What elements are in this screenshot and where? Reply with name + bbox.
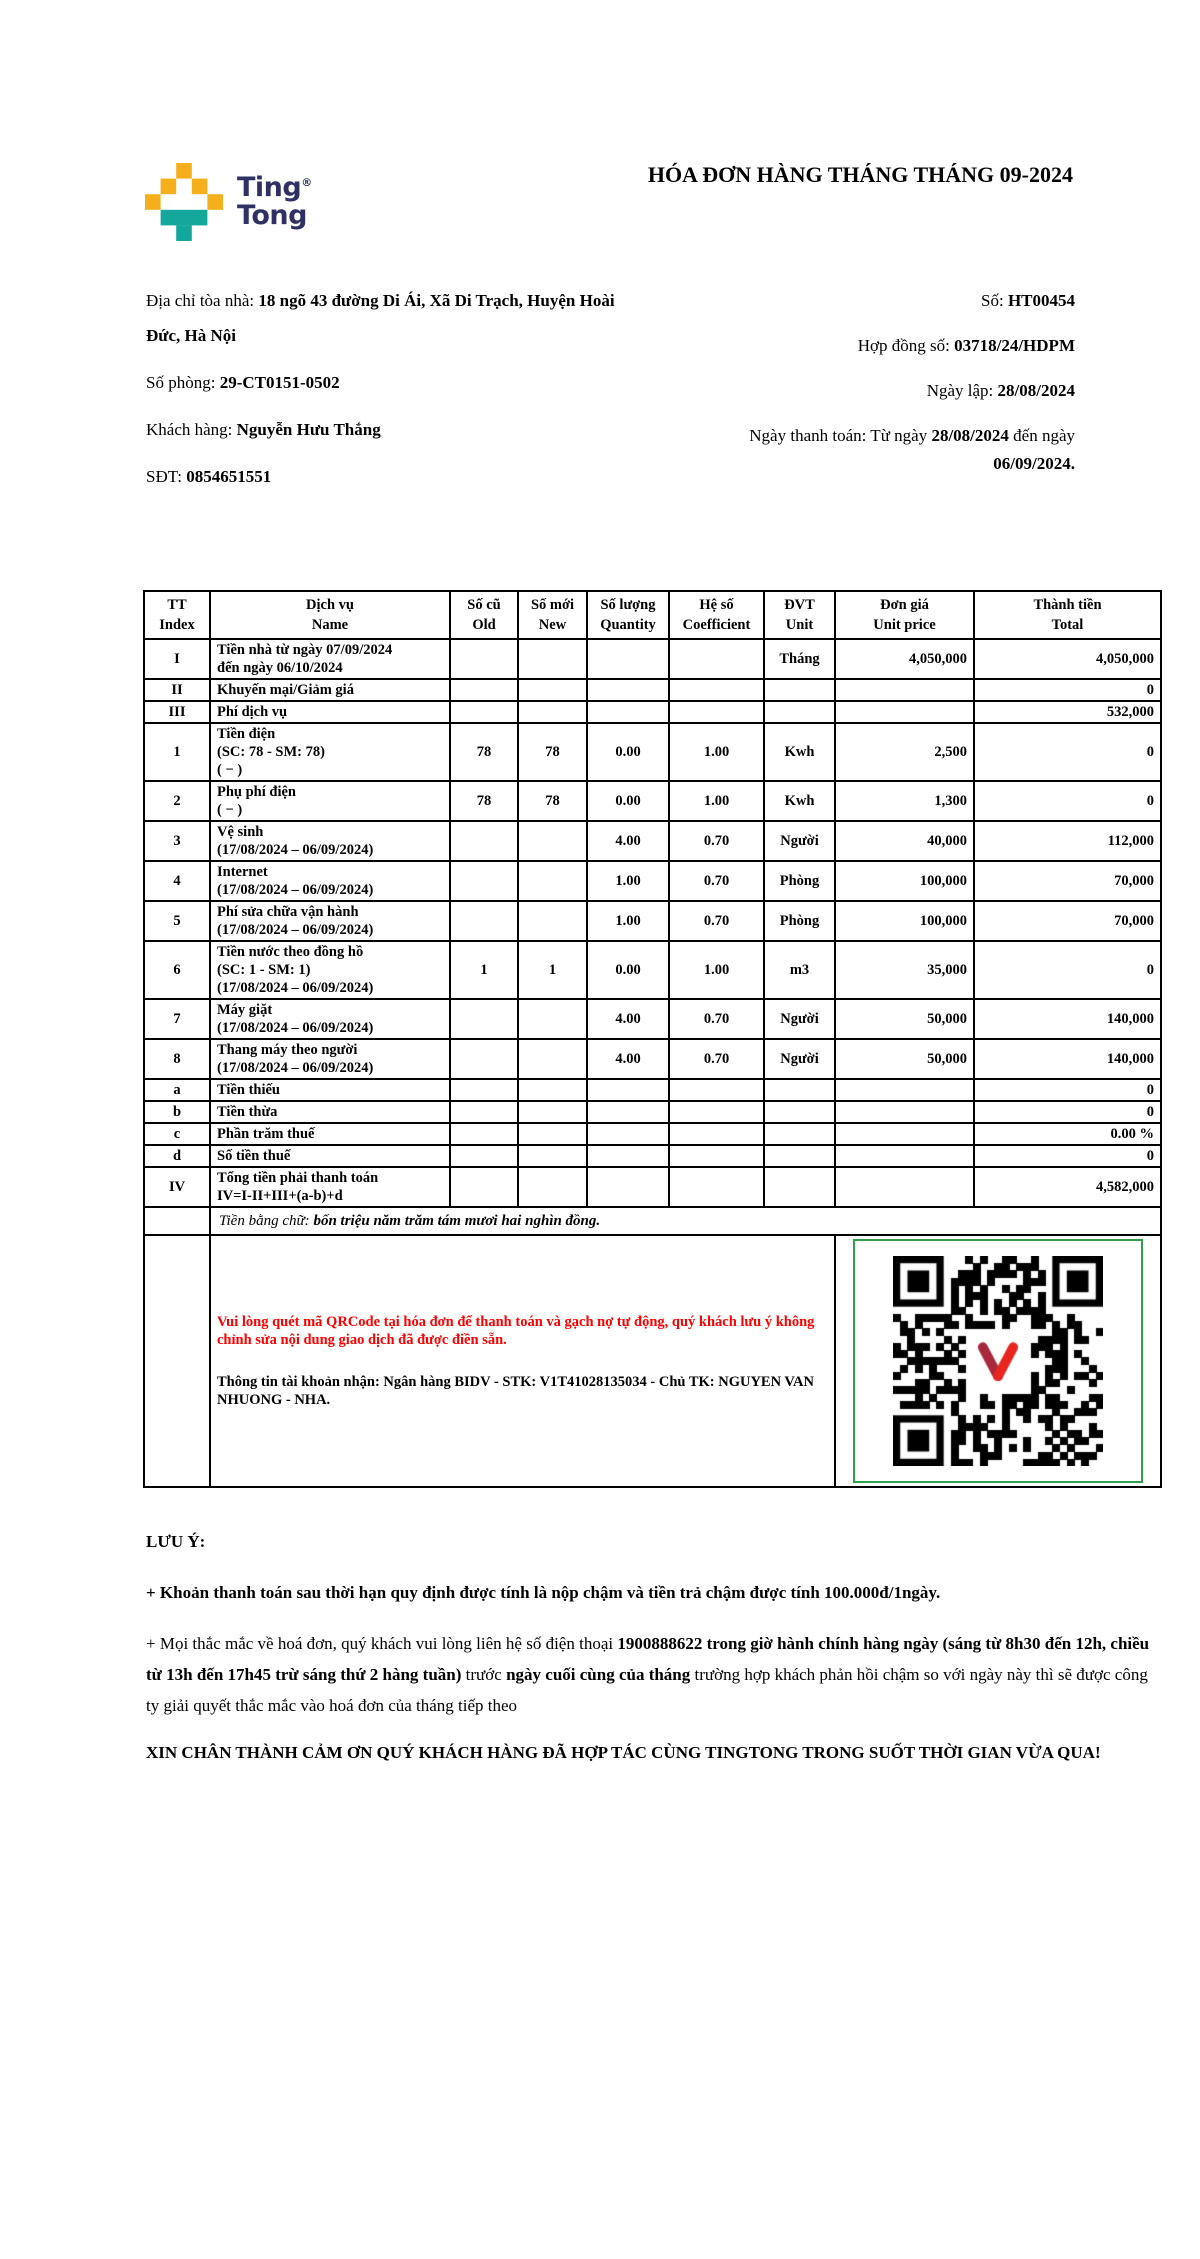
cell-coefficient: 1.00 — [669, 781, 764, 821]
amount-in-words-row — [144, 1207, 1161, 1235]
qr-warning-text: Vui lòng quét mã QRCode tại hóa đơn để thanh toán và gạch nợ tự động, quý khách lưu ý không chỉnh sửa nội dung giao dịch đã được điền sẵn. — [217, 1314, 815, 1348]
cell-old-reading — [450, 1167, 518, 1207]
cell-index: 3 — [144, 821, 210, 861]
cell-coefficient — [669, 1101, 764, 1123]
cell-unit — [764, 1101, 835, 1123]
cell-new-reading — [518, 701, 587, 723]
cell-new-reading — [518, 821, 587, 861]
text-segment: Khách hàng: — [146, 420, 237, 439]
text-segment: Hợp đồng số: — [857, 336, 955, 355]
cell-unit-price: 35,000 — [835, 941, 974, 999]
cell-coefficient: 0.70 — [669, 821, 764, 861]
cell-quantity — [587, 1101, 669, 1123]
cell-quantity: 0.00 — [587, 723, 669, 781]
table-row — [144, 679, 1161, 701]
text-segment: HT00454 — [1007, 291, 1075, 310]
cell-unit: Phòng — [764, 901, 835, 941]
cell-new-reading — [518, 1167, 587, 1207]
cell-index: 1 — [144, 723, 210, 781]
cell-total: 112,000 — [974, 821, 1161, 861]
info-line — [146, 412, 616, 447]
cell-old-reading — [450, 1101, 518, 1123]
column-header: Đơn giá Unit price — [835, 591, 974, 639]
cell-new-reading — [518, 861, 587, 901]
cell-service-name: Phí sửa chữa vận hành (17/08/2024 – 06/09/2024) — [210, 901, 450, 941]
text-segment: bốn triệu năm trăm tám mươi hai nghìn đồng. — [313, 1213, 601, 1229]
table-header-row — [144, 591, 1161, 639]
column-header: Thành tiền Total — [974, 591, 1161, 639]
cell-coefficient — [669, 679, 764, 701]
text-segment: đến ngày — [1008, 426, 1075, 445]
cell-unit-price — [835, 1167, 974, 1207]
cell-quantity — [587, 1167, 669, 1207]
cell-old-reading — [450, 701, 518, 723]
column-header: Dịch vụ Name — [210, 591, 450, 639]
text-segment: + Khoản thanh toán sau thời hạn quy định được tính là nộp chậm và tiền trả chậm được tính 100.000đ/1ngày. — [146, 1583, 941, 1602]
cell-coefficient: 1.00 — [669, 941, 764, 999]
tingtong-logo-icon — [145, 163, 223, 241]
info-line — [146, 459, 616, 494]
column-header: ĐVT Unit — [764, 591, 835, 639]
cell-index: 7 — [144, 999, 210, 1039]
text-segment: - Chủ TK: — [646, 1374, 719, 1390]
cell-unit-price: 50,000 — [835, 999, 974, 1039]
cell-old-reading: 78 — [450, 781, 518, 821]
late-payment-note — [146, 1580, 1156, 1606]
table-row — [144, 701, 1161, 723]
cell-service-name: Máy giặt (17/08/2024 – 06/09/2024) — [210, 999, 450, 1039]
cell-unit: Tháng — [764, 639, 835, 679]
cell-index: IV — [144, 1167, 210, 1207]
cell-unit-price — [835, 679, 974, 701]
cell-unit-price — [835, 1101, 974, 1123]
cell-old-reading — [450, 1079, 518, 1101]
column-header: Hệ số Coefficient — [669, 591, 764, 639]
table-row — [144, 999, 1161, 1039]
cell-total: 0 — [974, 723, 1161, 781]
cell-quantity: 4.00 — [587, 999, 669, 1039]
cell-unit-price: 40,000 — [835, 821, 974, 861]
cell-index: III — [144, 701, 210, 723]
cell-total: 0 — [974, 1145, 1161, 1167]
cell-total: 70,000 — [974, 861, 1161, 901]
invoice-title: HÓA ĐƠN HÀNG THÁNG THÁNG 09-2024 — [647, 162, 1073, 187]
cell-new-reading — [518, 1123, 587, 1145]
cell-new-reading — [518, 1101, 587, 1123]
cell-service-name: Phụ phí điện ( − ) — [210, 781, 450, 821]
meta-line — [695, 422, 1075, 478]
text-segment: Thông tin tài khoản nhận: Ngân hàng BIDV - STK: — [217, 1374, 540, 1390]
cell-unit: Người — [764, 821, 835, 861]
cell-index: 6 — [144, 941, 210, 999]
info-line — [146, 283, 616, 353]
cell-total: 140,000 — [974, 999, 1161, 1039]
cell-index: a — [144, 1079, 210, 1101]
cell-unit-price: 4,050,000 — [835, 639, 974, 679]
cell-index: II — [144, 679, 210, 701]
cell-index: b — [144, 1101, 210, 1123]
text-segment: 28/08/2024 — [931, 426, 1009, 445]
bank-account-info — [217, 1373, 828, 1409]
cell-new-reading: 78 — [518, 781, 587, 821]
cell-index: c — [144, 1123, 210, 1145]
cell-coefficient — [669, 1079, 764, 1101]
text-segment: Ngày lập: — [926, 381, 998, 400]
table-row — [144, 1101, 1161, 1123]
footer-notes — [146, 1530, 1156, 1768]
cell-unit — [764, 1079, 835, 1101]
text-segment: + Mọi thắc mắc về hoá đơn, quý khách vui lòng liên hệ số điện thoại — [146, 1634, 618, 1653]
table-row — [144, 1145, 1161, 1167]
cell-total: 0.00 % — [974, 1123, 1161, 1145]
column-header: TT Index — [144, 591, 210, 639]
cell-index — [144, 1235, 210, 1487]
notes-heading: LƯU Ý: — [146, 1532, 206, 1551]
cell-unit — [764, 1167, 835, 1207]
cell-old-reading — [450, 1145, 518, 1167]
table-row — [144, 901, 1161, 941]
cell-service-name: Internet (17/08/2024 – 06/09/2024) — [210, 861, 450, 901]
meta-line — [695, 287, 1075, 315]
text-segment: 18 ngõ 43 đường Di Ái, Xã Di Trạch, Huyện Hoài Đức, Hà Nội — [146, 291, 615, 345]
cell-index: 8 — [144, 1039, 210, 1079]
cell-coefficient — [669, 639, 764, 679]
table-row — [144, 639, 1161, 679]
cell-coefficient: 0.70 — [669, 901, 764, 941]
column-header: Số mới New — [518, 591, 587, 639]
cell-unit: Phòng — [764, 861, 835, 901]
cell-old-reading: 1 — [450, 941, 518, 999]
cell-unit-price: 100,000 — [835, 901, 974, 941]
cell-unit-price: 1,300 — [835, 781, 974, 821]
cell-quantity — [587, 701, 669, 723]
cell-index: I — [144, 639, 210, 679]
cell-unit-price: 100,000 — [835, 861, 974, 901]
cell-unit: Người — [764, 1039, 835, 1079]
meta-line — [695, 332, 1075, 360]
cell-total: 140,000 — [974, 1039, 1161, 1079]
cell-new-reading — [518, 1145, 587, 1167]
registered-mark: ® — [301, 176, 312, 189]
cell-unit — [764, 701, 835, 723]
cell-unit-price — [835, 1123, 974, 1145]
cell-unit-price: 2,500 — [835, 723, 974, 781]
cell-total: 0 — [974, 941, 1161, 999]
text-segment: NGUYEN VAN NHUONG - NHA. — [217, 1374, 814, 1408]
cell-quantity: 4.00 — [587, 821, 669, 861]
cell-old-reading — [450, 639, 518, 679]
cell-coefficient — [669, 1167, 764, 1207]
cell-total: 4,582,000 — [974, 1167, 1161, 1207]
cell-service-name: Tiền điện (SC: 78 - SM: 78) ( − ) — [210, 723, 450, 781]
table-row — [144, 821, 1161, 861]
cell-total: 0 — [974, 1079, 1161, 1101]
cell-new-reading — [518, 679, 587, 701]
cell-index: d — [144, 1145, 210, 1167]
cell-unit: m3 — [764, 941, 835, 999]
cell-quantity: 0.00 — [587, 781, 669, 821]
cell-new-reading — [518, 1039, 587, 1079]
text-segment: V1T41028135034 — [539, 1374, 647, 1390]
cell-coefficient — [669, 1123, 764, 1145]
info-line — [146, 365, 616, 400]
cell-service-name: Phí dịch vụ — [210, 701, 450, 723]
text-segment: Tiền bằng chữ: — [219, 1213, 314, 1229]
cell-service-name: Vệ sinh (17/08/2024 – 06/09/2024) — [210, 821, 450, 861]
amount-in-words — [210, 1207, 1161, 1235]
cell-service-name: Tiền thừa — [210, 1101, 450, 1123]
text-segment: 03718/24/HDPM — [954, 336, 1075, 355]
text-segment: 29-CT0151-0502 — [219, 373, 340, 392]
cell-quantity: 1.00 — [587, 901, 669, 941]
table-row — [144, 1167, 1161, 1207]
cell-service-name: Tiền nhà từ ngày 07/09/2024 đến ngày 06/10/2024 — [210, 639, 450, 679]
cell-service-name: Phần trăm thuế — [210, 1123, 450, 1145]
cell-new-reading — [518, 1079, 587, 1101]
cell-total: 70,000 — [974, 901, 1161, 941]
qr-code-cell — [835, 1235, 1161, 1487]
table-row — [144, 941, 1161, 999]
payment-qr-code — [893, 1256, 1103, 1466]
cell-quantity — [587, 1079, 669, 1101]
cell-new-reading — [518, 901, 587, 941]
tingtong-logo-text: Ting® Tong — [237, 172, 312, 231]
cell-coefficient: 0.70 — [669, 1039, 764, 1079]
cell-unit-price — [835, 701, 974, 723]
cell-new-reading — [518, 999, 587, 1039]
cell-coefficient — [669, 1145, 764, 1167]
payment-qr-row — [144, 1235, 1161, 1487]
cell-new-reading: 1 — [518, 941, 587, 999]
text-segment: 28/08/2024 — [997, 381, 1075, 400]
invoice-table — [143, 590, 1162, 1488]
cell-new-reading: 78 — [518, 723, 587, 781]
table-row — [144, 1123, 1161, 1145]
cell-unit — [764, 1145, 835, 1167]
cell-index — [144, 1207, 210, 1235]
cell-unit: Kwh — [764, 723, 835, 781]
text-segment: 0854651551 — [186, 467, 272, 486]
cell-total: 0 — [974, 1101, 1161, 1123]
text-segment: SĐT: — [146, 467, 187, 486]
cell-unit: Kwh — [764, 781, 835, 821]
invoice-table-wrap — [143, 590, 1162, 1488]
cell-service-name: Khuyến mại/Giảm giá — [210, 679, 450, 701]
cell-quantity: 4.00 — [587, 1039, 669, 1079]
hotline-note — [146, 1628, 1156, 1721]
cell-coefficient: 0.70 — [669, 861, 764, 901]
cell-unit-price — [835, 1145, 974, 1167]
cell-quantity: 1.00 — [587, 861, 669, 901]
cell-unit-price: 50,000 — [835, 1039, 974, 1079]
cell-service-name: Tổng tiền phải thanh toán IV=I-II+III+(a-b)+d — [210, 1167, 450, 1207]
cell-service-name: Số tiền thuế — [210, 1145, 450, 1167]
cell-coefficient: 1.00 — [669, 723, 764, 781]
tingtong-logo — [145, 163, 312, 241]
cell-unit-price — [835, 1079, 974, 1101]
cell-total: 0 — [974, 781, 1161, 821]
text-segment: trước — [461, 1665, 507, 1684]
meta-line — [695, 377, 1075, 405]
text-segment: 1900888622 trong giờ hành chính hàng ngày (sáng từ 8h30 đến 12h, chiều từ 13h đến 17h45 trừ sáng thứ 2 hàng tuần) — [146, 1634, 1150, 1684]
cell-service-name: Tiền nước theo đồng hồ (SC: 1 - SM: 1) (17/08/2024 – 06/09/2024) — [210, 941, 450, 999]
table-row — [144, 861, 1161, 901]
cell-unit — [764, 679, 835, 701]
cell-total: 4,050,000 — [974, 639, 1161, 679]
cell-index: 4 — [144, 861, 210, 901]
cell-old-reading — [450, 861, 518, 901]
payment-instructions — [210, 1235, 835, 1487]
column-header: Số lượng Quantity — [587, 591, 669, 639]
column-header: Số cũ Old — [450, 591, 518, 639]
text-segment: Số phòng: — [146, 373, 220, 392]
cell-quantity — [587, 639, 669, 679]
cell-new-reading — [518, 639, 587, 679]
cell-unit: Người — [764, 999, 835, 1039]
table-row — [144, 1079, 1161, 1101]
table-row — [144, 723, 1161, 781]
text-segment: 06/09/2024. — [993, 454, 1075, 473]
table-row — [144, 781, 1161, 821]
cell-old-reading — [450, 1039, 518, 1079]
cell-index: 5 — [144, 901, 210, 941]
cell-quantity — [587, 679, 669, 701]
cell-quantity — [587, 1123, 669, 1145]
cell-old-reading: 78 — [450, 723, 518, 781]
cell-quantity: 0.00 — [587, 941, 669, 999]
building-info — [146, 283, 616, 506]
cell-total: 0 — [974, 679, 1161, 701]
cell-index: 2 — [144, 781, 210, 821]
cell-old-reading — [450, 999, 518, 1039]
text-segment: Ngày thanh toán: Từ ngày — [749, 426, 932, 445]
text-segment: ngày cuối cùng của tháng — [506, 1665, 691, 1684]
thanks-line: XIN CHÂN THÀNH CẢM ƠN QUÝ KHÁCH HÀNG ĐÃ HỢP TÁC CÙNG TINGTONG TRONG SUỐT THỜI GIAN VỪA QUA! — [146, 1743, 1101, 1762]
cell-old-reading — [450, 821, 518, 861]
text-segment: Số: — [981, 291, 1008, 310]
table-row — [144, 1039, 1161, 1079]
cell-old-reading — [450, 1123, 518, 1145]
cell-old-reading — [450, 679, 518, 701]
cell-coefficient — [669, 701, 764, 723]
invoice-meta — [695, 287, 1075, 495]
cell-old-reading — [450, 901, 518, 941]
cell-unit — [764, 1123, 835, 1145]
text-segment: Địa chỉ tòa nhà: — [146, 291, 259, 310]
cell-total: 532,000 — [974, 701, 1161, 723]
cell-quantity — [587, 1145, 669, 1167]
text-segment: Nguyễn Hưu Thắng — [236, 420, 381, 439]
cell-service-name: Thang máy theo người (17/08/2024 – 06/09/2024) — [210, 1039, 450, 1079]
cell-coefficient: 0.70 — [669, 999, 764, 1039]
cell-service-name: Tiền thiếu — [210, 1079, 450, 1101]
text-segment: trường hợp khách phản hồi chậm so với ngày này thì sẽ được công ty giải quyết thắc mắc vào hoá đơn của tháng tiếp theo — [146, 1665, 1148, 1715]
qr-code-frame — [853, 1239, 1143, 1483]
